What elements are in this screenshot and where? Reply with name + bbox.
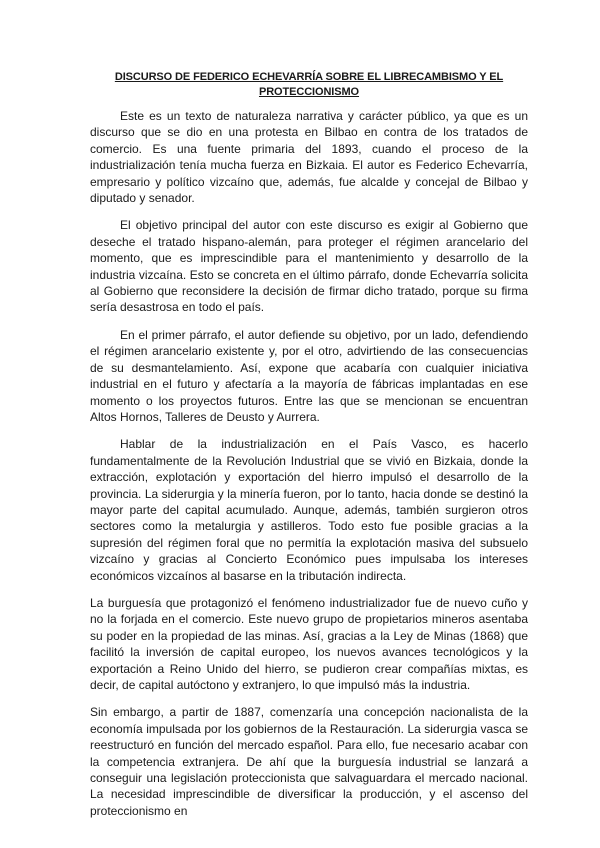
- paragraph-2: El objetivo principal del autor con este discurso es exigir al Gobierno que deseche el tratado hispano-alemán, para proteger el régimen arancelario del momento, que es imprescindible para el mantenimiento y desarrollo de la industria vizcaína. Esto se concreta en el último párrafo, donde Echevarría solicita al Gobierno que reconsidere la decisión de firmar dicho tratado, porque su firma sería desastrosa en todo el país.: [90, 218, 528, 315]
- document-title: DISCURSO DE FEDERICO ECHEVARRÍA SOBRE EL LIBRECAMBISMO Y EL PROTECCIONISMO: [114, 71, 504, 98]
- paragraph-6: Sin embargo, a partir de 1887, comenzaría una concepción nacionalista de la economía impulsada por los gobiernos de la Restauración. La siderurgia vasca se reestructuró en función del mercado español. Para ello, fue necesario acabar con la competencia extranjera. De ahí que la burguesía industrial se lanzará a conseguir una legislación proteccionista que salvaguardara el mercado nacional. La necesidad imprescindible de diversificar la producción, y el ascenso del proteccionismo en: [90, 705, 528, 818]
- paragraph-5: La burguesía que protagonizó el fenómeno industrializador fue de nuevo cuño y no la forjada en el comercio. Este nuevo grupo de propietarios mineros asentaba su poder en la propiedad de las minas. Así, gracias a la Ley de Minas (1868) que facilitó la inversión de capital europeo, los nuevos avances tecnológicos y la exportación a Reino Unido del hierro, se pudieron crear compañías mixtas, es decir, de capital autóctono y extranjero, lo que impulsó más la industria.: [90, 595, 528, 692]
- paragraph-3: En el primer párrafo, el autor defiende su objetivo, por un lado, defendiendo el régimen arancelario existente y, por el otro, advirtiendo de las consecuencias de su desmantelamiento. Así, expone que acabaría con cualquier iniciativa industrial en el futuro y afectaría a la mayoría de fábricas implantadas en ese momento o los proyectos futuros. Entre las que se mencionan se encuentran Altos Hornos, Talleres de Deusto y Aurrera.: [90, 327, 528, 424]
- paragraph-4: Hablar de la industrialización en el País Vasco, es hacerlo fundamentalmente de la Revolución Industrial que se vivió en Bizkaia, donde la extracción, explotación y exportación del hierro impulsó el desarrollo de la provincia. La siderurgia y la minería fueron, por lo tanto, hacia donde se destinó la mayor parte del capital acumulado. Aunque, además, también surgieron otros sectores como la metalurgia y astilleros. Todo esto fue posible gracias a la supresión del régimen foral que no permitía la explotación masiva del subsuelo vizcaíno y gracias al Concierto Económico pues impulsaba los intereses económicos vizcaínos al basarse en la tributación indirecta.: [90, 437, 528, 583]
- document-page: [90, 70, 528, 830]
- paragraph-1: Este es un texto de naturaleza narrativa y carácter público, ya que es un discurso que se dio en una protesta en Bilbao en contra de los tratados de comercio. Es una fuente primaria del 1893, cuando el proceso de la industrialización tenía mucha fuerza en Bizkaia. El autor es Federico Echevarría, empresario y político vizcaíno que, además, fue alcalde y concejal de Bilbao y diputado y senador.: [90, 109, 528, 206]
